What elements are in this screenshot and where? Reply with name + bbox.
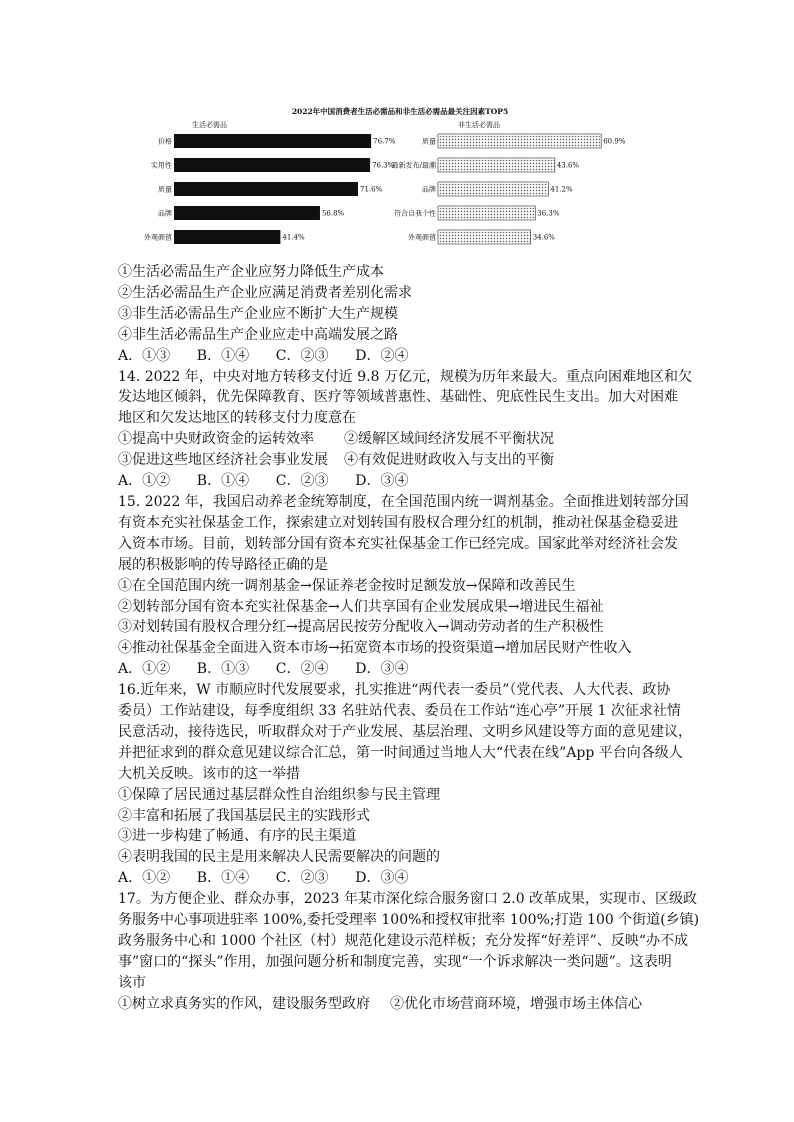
bar bbox=[438, 134, 601, 148]
q16-item: ③进一步构建了畅通、有序的民主渠道 bbox=[118, 828, 356, 845]
value-label: 41.2% bbox=[550, 185, 573, 194]
q17-stem: 该市 bbox=[118, 974, 146, 991]
q17-item: ②优化市场营商环境，增强市场主体信心 bbox=[390, 995, 642, 1012]
bars-left-panel bbox=[144, 134, 396, 244]
category-label: 符合自我个性 bbox=[394, 209, 436, 218]
bar bbox=[174, 206, 320, 220]
q15-stem: 展的积极影响的传导路径正确的是 bbox=[118, 556, 328, 573]
value-label: 76.7% bbox=[373, 137, 396, 146]
q16-stem: 委员）工作站建设，每季度组织 33 名驻站代表、委员在工作站“连心亭”开展 1 次征求社情 bbox=[118, 703, 681, 720]
bar bbox=[174, 158, 370, 172]
panel-title-right: 非生活必需品 bbox=[458, 121, 500, 129]
category-label: 品牌 bbox=[158, 209, 172, 218]
q17-stem: 政务服务中心和 1000 个社区（村）规范化建设示范样板；充分发挥“好差评”、反映“办不成 bbox=[118, 933, 688, 949]
q15-stem: 有资本充实社保基金工作，探索建立对划转国有股权合理分红的机制，推动社保基金稳妥进 bbox=[118, 514, 678, 531]
value-label: 60.9% bbox=[603, 137, 626, 146]
q16-stem: 并把征求到的群众意见建议综合汇总，第一时间通过当地人大“代表在线”App 平台向各级人 bbox=[118, 744, 683, 761]
value-label: 43.6% bbox=[556, 161, 580, 170]
q16-item: ②丰富和拓展了我国基层民主的实践形式 bbox=[118, 807, 370, 824]
q17-stem: 事”窗口的“探头”作用，加强问题分析和制度完善，实现“一个诉求解决一类问题”。这表明 bbox=[118, 953, 672, 970]
category-label: 质量 bbox=[422, 137, 436, 146]
category-label: 价格 bbox=[158, 137, 172, 146]
category-label: 外观颜值 bbox=[408, 233, 436, 242]
value-label: 71.6% bbox=[360, 185, 383, 194]
q14-item: ③促进这些地区经济社会事业发展 bbox=[118, 452, 328, 469]
q14-stem: 发达地区倾斜，优先保障教育、医疗等领域普惠性、基础性、兜底性民生支出。加大对困难 bbox=[118, 389, 678, 406]
q14-item: ②缓解区域间经济发展不平衡状况 bbox=[344, 431, 554, 448]
q15-stem: 15. 2022 年，我国启动养老金统筹制度，在全国范围内统一调剂基金。全面推进划转部分国 bbox=[118, 493, 689, 510]
value-label: 76.3% bbox=[372, 161, 395, 170]
q13-item: ③非生活必需品生产企业应不断扩大生产规模 bbox=[118, 305, 398, 322]
q16-item: ①保障了居民通过基层群众性自治组织参与民主管理 bbox=[118, 786, 440, 803]
q15-item: ③对划转国有股权合理分红→提高居民按劳分配收入→调动劳动者的生产积极性 bbox=[118, 619, 604, 636]
value-label: 56.8% bbox=[321, 209, 345, 218]
panel-title-left: 生活必需品 bbox=[192, 121, 227, 129]
bars-right-panel bbox=[392, 134, 626, 244]
q16-options: A．①② B．①④ C．②③ D．③④ bbox=[118, 870, 409, 887]
bar bbox=[174, 230, 280, 244]
q17-items-row bbox=[118, 994, 678, 1015]
q14-options: A．①② B．①④ C．②③ D．③④ bbox=[118, 473, 409, 490]
q13-item: ②生活必需品生产企业应满足消费者差别化需求 bbox=[118, 284, 412, 301]
chart-title: 2022年中国消费者生活必需品和非生活必需品最关注因素TOP5 bbox=[291, 107, 509, 116]
q14-stem: 地区和欠发达地区的转移支付力度意在 bbox=[118, 410, 356, 427]
q13-item: ④非生活必需品生产企业应走中高端发展之路 bbox=[118, 326, 398, 343]
question-content bbox=[118, 262, 700, 1015]
q14-item: ④有效促进财政收入与支出的平衡 bbox=[344, 452, 554, 469]
value-label: 41.4% bbox=[282, 233, 305, 242]
q15-stem: 入资本市场。目前，划转部分国有资本充实社保基金工作已经完成。国家此举对经济社会发 bbox=[118, 535, 678, 552]
q13-options: A．①③ B．①④ C．②③ D．②④ bbox=[118, 347, 409, 364]
q17-item: ①树立求真务实的作风，建设服务型政府 bbox=[118, 995, 370, 1012]
bar bbox=[174, 182, 358, 196]
category-label: 最新发布/最潮 bbox=[391, 161, 436, 170]
category-label: 实用性 bbox=[151, 161, 172, 170]
value-label: 36.3% bbox=[537, 209, 560, 218]
q15-item: ①在全国范围内统一调剂基金→保证养老金按时足额发放→保障和改善民生 bbox=[118, 577, 576, 594]
bar bbox=[438, 230, 531, 244]
q16-item: ④表明我国的民主是用来解决人民需要解决的问题的 bbox=[118, 849, 440, 866]
bar bbox=[438, 182, 548, 196]
q16-stem: 民意活动，接待选民，听取群众对于产业发展、基层治理、文明乡风建设等方面的意见建议， bbox=[118, 723, 692, 740]
q17-stem: 务服务中心事项进驻率 100%,委托受理率 100%和授权审批率 100%;打造 100 个街道(乡镇) bbox=[118, 912, 700, 929]
category-label: 质量 bbox=[158, 185, 172, 194]
q17-stem: 17。为方便企业、群众办事，2023 年某市深化综合服务窗口 2.0 改革成果，实现市、区级政 bbox=[118, 891, 698, 908]
q15-options: A．①② B．①③ C．②④ D．③④ bbox=[118, 661, 409, 678]
q14-items-row bbox=[118, 429, 678, 450]
q13-item: ①生活必需品生产企业应努力降低生产成本 bbox=[118, 264, 384, 280]
bar bbox=[174, 134, 371, 148]
category-label: 品牌 bbox=[422, 185, 436, 194]
q15-item: ②划转部分国有资本充实社保基金→人们共享国有企业发展成果→增进民生福祉 bbox=[118, 598, 604, 615]
q14-items-row bbox=[118, 450, 678, 471]
value-label: 34.6% bbox=[532, 233, 555, 242]
bar bbox=[438, 158, 555, 172]
q16-stem: 16.近年来，W 市顺应时代发展要求，扎实推进“两代表一委员”（党代表、人大代表、政协 bbox=[118, 682, 671, 699]
bar-chart bbox=[112, 96, 712, 256]
q15-item: ④推动社保基金全面进入资本市场→拓宽资本市场的投资渠道→增加居民财产性收入 bbox=[118, 640, 632, 657]
q14-stem: 14. 2022 年，中央对地方转移支付近 9.8 万亿元，规模为历年来最大。重点向困难地区和欠 bbox=[118, 368, 692, 385]
category-label: 外观颜值 bbox=[144, 233, 172, 242]
q14-item: ①提高中央财政资金的运转效率 bbox=[118, 431, 314, 448]
bar bbox=[438, 206, 535, 220]
q16-stem: 大机关反映。该市的这一举措 bbox=[118, 765, 300, 782]
